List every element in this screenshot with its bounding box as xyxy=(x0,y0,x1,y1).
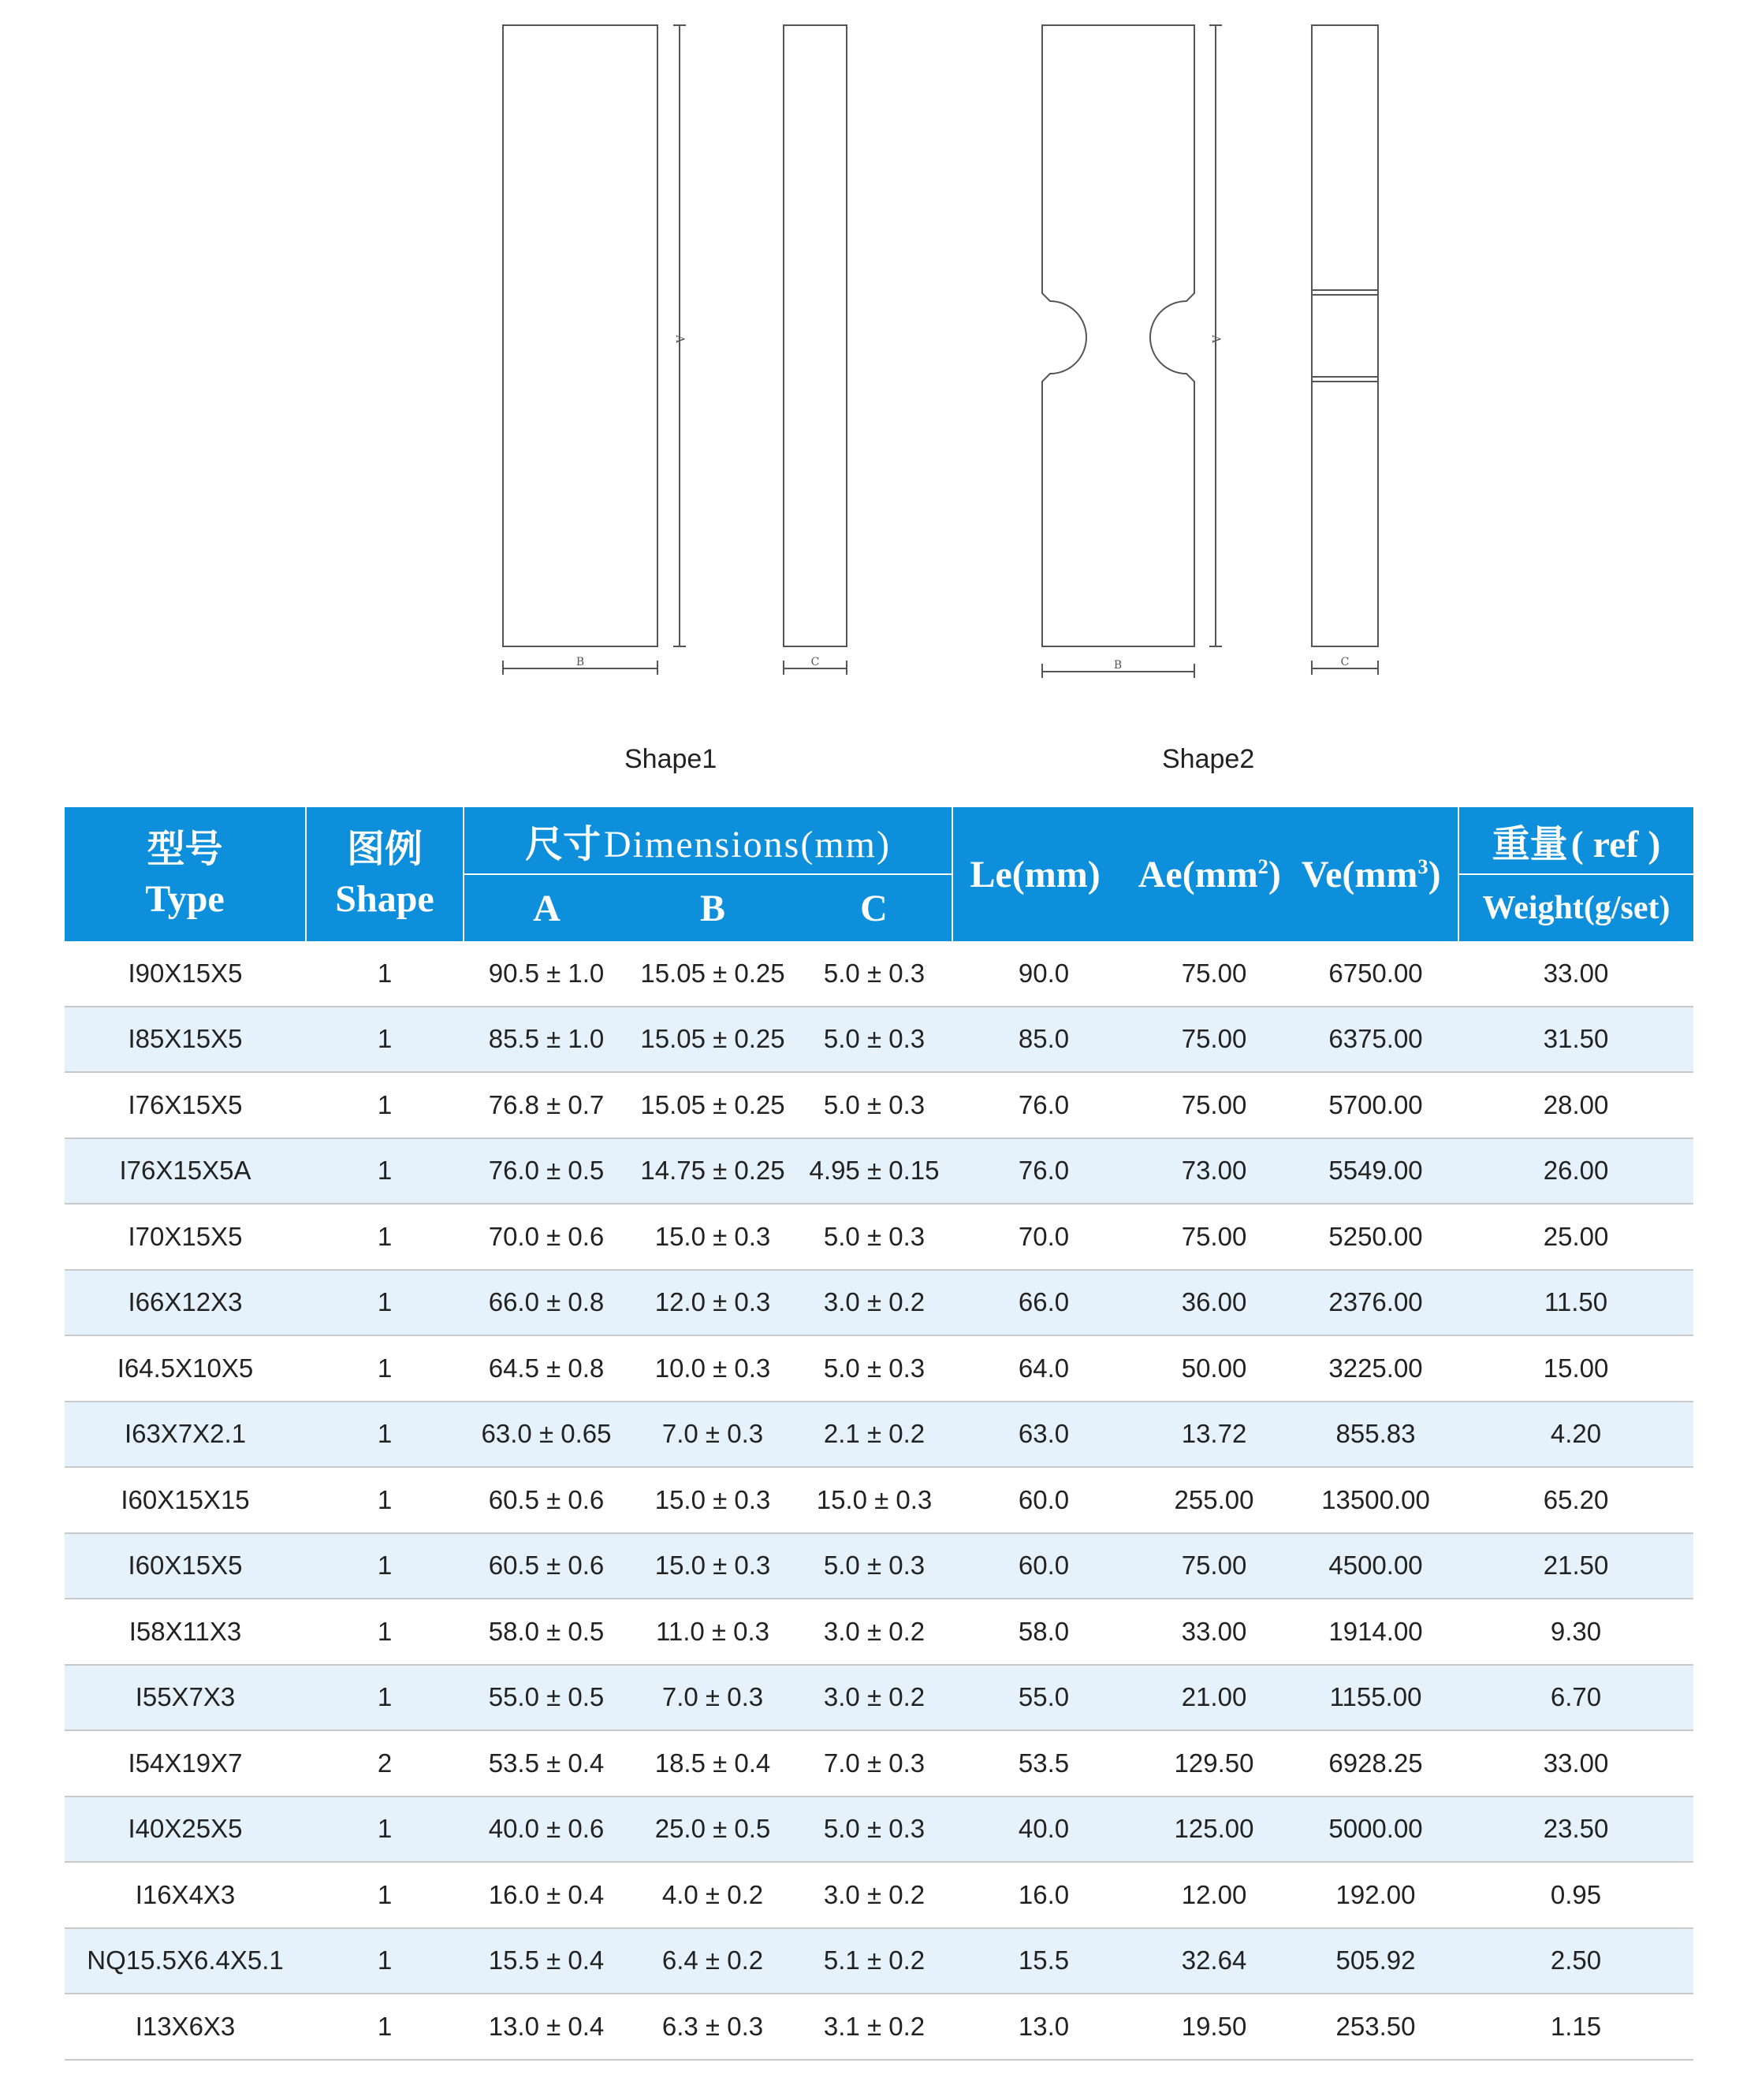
cell-c: 5.1 ± 0.2 xyxy=(796,1928,952,1994)
cell-ve: 13500.00 xyxy=(1293,1467,1458,1533)
cell-a: 53.5 ± 0.4 xyxy=(464,1730,629,1797)
cell-le: 55.0 xyxy=(952,1665,1135,1731)
cell-shape: 1 xyxy=(306,1599,464,1665)
table-row xyxy=(65,1204,1693,1270)
cell-type: I54X19X7 xyxy=(65,1730,306,1797)
cell-shape: 1 xyxy=(306,1138,464,1205)
cell-a: 90.5 ± 1.0 xyxy=(464,941,629,1007)
header-weight-unit: Weight(g/set) xyxy=(1458,874,1693,941)
cell-c: 5.0 ± 0.3 xyxy=(796,1072,952,1138)
header-shape-en: Shape xyxy=(335,878,434,920)
cell-c: 3.1 ± 0.2 xyxy=(796,1994,952,2060)
header-le-ae-ve xyxy=(952,807,1458,941)
cell-ve: 253.50 xyxy=(1293,1994,1458,2060)
table-body xyxy=(65,941,1693,2060)
cell-ae: 129.50 xyxy=(1135,1730,1293,1797)
header-dimensions-cn: 尺寸 xyxy=(525,821,602,866)
cell-ae: 12.00 xyxy=(1135,1862,1293,1928)
cell-le: 40.0 xyxy=(952,1797,1135,1863)
cell-le: 53.5 xyxy=(952,1730,1135,1797)
shape2-label: Shape2 xyxy=(1162,744,1255,774)
cell-weight: 2.50 xyxy=(1458,1928,1693,1994)
shape1-label: Shape1 xyxy=(624,744,717,774)
cell-a: 13.0 ± 0.4 xyxy=(464,1994,629,2060)
cell-b: 15.05 ± 0.25 xyxy=(629,941,796,1007)
shape-drawings xyxy=(0,0,1758,796)
cell-weight: 23.50 xyxy=(1458,1797,1693,1863)
cell-ae: 75.00 xyxy=(1135,941,1293,1007)
cell-type: I40X25X5 xyxy=(65,1797,306,1863)
cell-shape: 1 xyxy=(306,1665,464,1731)
shape2-side-outline xyxy=(1312,25,1378,646)
cell-ve: 5250.00 xyxy=(1293,1204,1458,1270)
cell-a: 40.0 ± 0.6 xyxy=(464,1797,629,1863)
header-col-c: C xyxy=(796,874,952,941)
cell-ae: 13.72 xyxy=(1135,1402,1293,1468)
cell-weight: 11.50 xyxy=(1458,1270,1693,1336)
cell-ae: 75.00 xyxy=(1135,1072,1293,1138)
cell-a: 16.0 ± 0.4 xyxy=(464,1862,629,1928)
cell-weight: 28.00 xyxy=(1458,1072,1693,1138)
cell-a: 66.0 ± 0.8 xyxy=(464,1270,629,1336)
cell-ve: 192.00 xyxy=(1293,1862,1458,1928)
header-weight-cn: 重量 xyxy=(1492,821,1568,866)
cell-type: I55X7X3 xyxy=(65,1665,306,1731)
cell-a: 64.5 ± 0.8 xyxy=(464,1335,629,1402)
cell-type: I60X15X15 xyxy=(65,1467,306,1533)
cell-ae: 75.00 xyxy=(1135,1204,1293,1270)
cell-type: I85X15X5 xyxy=(65,1007,306,1073)
cell-c: 5.0 ± 0.3 xyxy=(796,1204,952,1270)
cell-le: 60.0 xyxy=(952,1467,1135,1533)
cell-b: 12.0 ± 0.3 xyxy=(629,1270,796,1336)
cell-c: 5.0 ± 0.3 xyxy=(796,1007,952,1073)
cell-a: 76.0 ± 0.5 xyxy=(464,1138,629,1205)
cell-ve: 5000.00 xyxy=(1293,1797,1458,1863)
table-row xyxy=(65,1797,1693,1863)
cell-type: I60X15X5 xyxy=(65,1533,306,1599)
table-row xyxy=(65,1665,1693,1731)
cell-ve: 6750.00 xyxy=(1293,941,1458,1007)
cell-weight: 25.00 xyxy=(1458,1204,1693,1270)
header-dimensions-en: Dimensions(mm) xyxy=(604,823,891,866)
cell-ve: 3225.00 xyxy=(1293,1335,1458,1402)
cell-ve: 6375.00 xyxy=(1293,1007,1458,1073)
table-row xyxy=(65,1730,1693,1797)
header-weight xyxy=(1458,807,1693,874)
cell-type: I76X15X5A xyxy=(65,1138,306,1205)
header-shape xyxy=(306,807,464,941)
table-row xyxy=(65,1270,1693,1336)
table-row xyxy=(65,941,1693,1007)
cell-le: 13.0 xyxy=(952,1994,1135,2060)
cell-type: I58X11X3 xyxy=(65,1599,306,1665)
cell-shape: 2 xyxy=(306,1730,464,1797)
table-row xyxy=(65,1335,1693,1402)
cell-weight: 0.95 xyxy=(1458,1862,1693,1928)
cell-ae: 75.00 xyxy=(1135,1007,1293,1073)
table-row xyxy=(65,1007,1693,1073)
cell-b: 6.3 ± 0.3 xyxy=(629,1994,796,2060)
table-row xyxy=(65,1072,1693,1138)
cell-le: 70.0 xyxy=(952,1204,1135,1270)
table-row xyxy=(65,1533,1693,1599)
table-row xyxy=(65,1467,1693,1533)
table-row xyxy=(65,1862,1693,1928)
cell-weight: 21.50 xyxy=(1458,1533,1693,1599)
cell-a: 76.8 ± 0.7 xyxy=(464,1072,629,1138)
cell-shape: 1 xyxy=(306,1533,464,1599)
cell-weight: 33.00 xyxy=(1458,941,1693,1007)
cell-le: 16.0 xyxy=(952,1862,1135,1928)
shape1-front-outline xyxy=(503,25,657,646)
cell-a: 55.0 ± 0.5 xyxy=(464,1665,629,1731)
cell-type: I13X6X3 xyxy=(65,1994,306,2060)
cell-ve: 2376.00 xyxy=(1293,1270,1458,1336)
cell-ve: 5549.00 xyxy=(1293,1138,1458,1205)
cell-shape: 1 xyxy=(306,1270,464,1336)
cell-shape: 1 xyxy=(306,941,464,1007)
cell-le: 85.0 xyxy=(952,1007,1135,1073)
shape2-dim-a: A xyxy=(1209,334,1222,344)
cell-c: 3.0 ± 0.2 xyxy=(796,1599,952,1665)
shape1-dim-b: B xyxy=(575,656,585,668)
cell-a: 60.5 ± 0.6 xyxy=(464,1467,629,1533)
header-le: Le(mm) xyxy=(970,853,1101,895)
cell-shape: 1 xyxy=(306,1994,464,2060)
cell-c: 5.0 ± 0.3 xyxy=(796,1533,952,1599)
cell-ve: 4500.00 xyxy=(1293,1533,1458,1599)
cell-shape: 1 xyxy=(306,1797,464,1863)
cell-weight: 15.00 xyxy=(1458,1335,1693,1402)
cell-b: 15.0 ± 0.3 xyxy=(629,1533,796,1599)
cell-b: 15.05 ± 0.25 xyxy=(629,1007,796,1073)
cell-b: 7.0 ± 0.3 xyxy=(629,1402,796,1468)
shape1-dim-a: A xyxy=(673,334,686,344)
table-row xyxy=(65,1138,1693,1205)
shape2-front-outline xyxy=(1042,25,1194,646)
cell-c: 5.0 ± 0.3 xyxy=(796,1797,952,1863)
header-col-a: A xyxy=(464,874,629,941)
shape2-dim-c: C xyxy=(1340,656,1350,668)
cell-a: 58.0 ± 0.5 xyxy=(464,1599,629,1665)
cell-ve: 1155.00 xyxy=(1293,1665,1458,1731)
cell-ae: 33.00 xyxy=(1135,1599,1293,1665)
cell-le: 76.0 xyxy=(952,1138,1135,1205)
cell-b: 14.75 ± 0.25 xyxy=(629,1138,796,1205)
cell-shape: 1 xyxy=(306,1072,464,1138)
table-row xyxy=(65,1994,1693,2060)
cell-b: 18.5 ± 0.4 xyxy=(629,1730,796,1797)
shape1-dim-c: C xyxy=(810,656,820,668)
cell-c: 2.1 ± 0.2 xyxy=(796,1402,952,1468)
cell-ae: 21.00 xyxy=(1135,1665,1293,1731)
cell-type: NQ15.5X6.4X5.1 xyxy=(65,1928,306,1994)
table-row xyxy=(65,1928,1693,1994)
cell-b: 25.0 ± 0.5 xyxy=(629,1797,796,1863)
cell-b: 10.0 ± 0.3 xyxy=(629,1335,796,1402)
cell-le: 63.0 xyxy=(952,1402,1135,1468)
cell-b: 11.0 ± 0.3 xyxy=(629,1599,796,1665)
cell-ve: 855.83 xyxy=(1293,1402,1458,1468)
cell-weight: 6.70 xyxy=(1458,1665,1693,1731)
cell-type: I64.5X10X5 xyxy=(65,1335,306,1402)
cell-shape: 1 xyxy=(306,1335,464,1402)
cell-c: 15.0 ± 0.3 xyxy=(796,1467,952,1533)
cell-shape: 1 xyxy=(306,1402,464,1468)
cell-c: 7.0 ± 0.3 xyxy=(796,1730,952,1797)
cell-c: 5.0 ± 0.3 xyxy=(796,1335,952,1402)
header-type xyxy=(65,807,306,941)
cell-a: 15.5 ± 0.4 xyxy=(464,1928,629,1994)
header-ae: $Ae(mm^2)$ xyxy=(1138,853,1281,895)
cell-ae: 36.00 xyxy=(1135,1270,1293,1336)
cell-weight: 9.30 xyxy=(1458,1599,1693,1665)
cell-c: 5.0 ± 0.3 xyxy=(796,941,952,1007)
cell-b: 4.0 ± 0.2 xyxy=(629,1862,796,1928)
cell-weight: 65.20 xyxy=(1458,1467,1693,1533)
spec-table xyxy=(65,807,1693,2061)
cell-le: 58.0 xyxy=(952,1599,1135,1665)
cell-c: 4.95 ± 0.15 xyxy=(796,1138,952,1205)
cell-b: 7.0 ± 0.3 xyxy=(629,1665,796,1731)
table-row xyxy=(65,1402,1693,1468)
cell-type: I90X15X5 xyxy=(65,941,306,1007)
cell-c: 3.0 ± 0.2 xyxy=(796,1270,952,1336)
cell-type: I63X7X2.1 xyxy=(65,1402,306,1468)
cell-a: 85.5 ± 1.0 xyxy=(464,1007,629,1073)
cell-a: 60.5 ± 0.6 xyxy=(464,1533,629,1599)
header-type-en: Type xyxy=(145,878,225,920)
cell-type: I70X15X5 xyxy=(65,1204,306,1270)
cell-le: 15.5 xyxy=(952,1928,1135,1994)
cell-type: I76X15X5 xyxy=(65,1072,306,1138)
cell-ve: 6928.25 xyxy=(1293,1730,1458,1797)
cell-ae: 32.64 xyxy=(1135,1928,1293,1994)
cell-shape: 1 xyxy=(306,1204,464,1270)
cell-c: 3.0 ± 0.2 xyxy=(796,1665,952,1731)
cell-ae: 75.00 xyxy=(1135,1533,1293,1599)
cell-weight: 1.15 xyxy=(1458,1994,1693,2060)
cell-a: 63.0 ± 0.65 xyxy=(464,1402,629,1468)
cell-ae: 125.00 xyxy=(1135,1797,1293,1863)
header-weight-ref: ( ref ) xyxy=(1570,823,1661,866)
shape2-dim-b: B xyxy=(1113,659,1123,672)
cell-type: I66X12X3 xyxy=(65,1270,306,1336)
cell-shape: 1 xyxy=(306,1928,464,1994)
cell-le: 66.0 xyxy=(952,1270,1135,1336)
header-ve: $Ve(mm^3)$ xyxy=(1301,853,1441,895)
cell-le: 76.0 xyxy=(952,1072,1135,1138)
cell-ae: 50.00 xyxy=(1135,1335,1293,1402)
cell-weight: 26.00 xyxy=(1458,1138,1693,1205)
header-type-cn: 型号 xyxy=(147,826,223,871)
cell-weight: 4.20 xyxy=(1458,1402,1693,1468)
cell-le: 90.0 xyxy=(952,941,1135,1007)
cell-a: 70.0 ± 0.6 xyxy=(464,1204,629,1270)
header-shape-cn: 图例 xyxy=(346,826,423,871)
cell-ve: 505.92 xyxy=(1293,1928,1458,1994)
cell-le: 60.0 xyxy=(952,1533,1135,1599)
cell-shape: 1 xyxy=(306,1007,464,1073)
cell-c: 3.0 ± 0.2 xyxy=(796,1862,952,1928)
cell-ae: 19.50 xyxy=(1135,1994,1293,2060)
header-col-b: B xyxy=(629,874,796,941)
cell-type: I16X4X3 xyxy=(65,1862,306,1928)
cell-le: 64.0 xyxy=(952,1335,1135,1402)
cell-b: 15.0 ± 0.3 xyxy=(629,1467,796,1533)
cell-ae: 255.00 xyxy=(1135,1467,1293,1533)
cell-ve: 5700.00 xyxy=(1293,1072,1458,1138)
cell-b: 15.05 ± 0.25 xyxy=(629,1072,796,1138)
cell-weight: 31.50 xyxy=(1458,1007,1693,1073)
cell-shape: 1 xyxy=(306,1862,464,1928)
cell-ae: 73.00 xyxy=(1135,1138,1293,1205)
table-row xyxy=(65,1599,1693,1665)
shape1-side-outline xyxy=(784,25,847,646)
cell-shape: 1 xyxy=(306,1467,464,1533)
cell-b: 6.4 ± 0.2 xyxy=(629,1928,796,1994)
header-dimensions xyxy=(464,807,952,874)
cell-weight: 33.00 xyxy=(1458,1730,1693,1797)
cell-b: 15.0 ± 0.3 xyxy=(629,1204,796,1270)
cell-ve: 1914.00 xyxy=(1293,1599,1458,1665)
